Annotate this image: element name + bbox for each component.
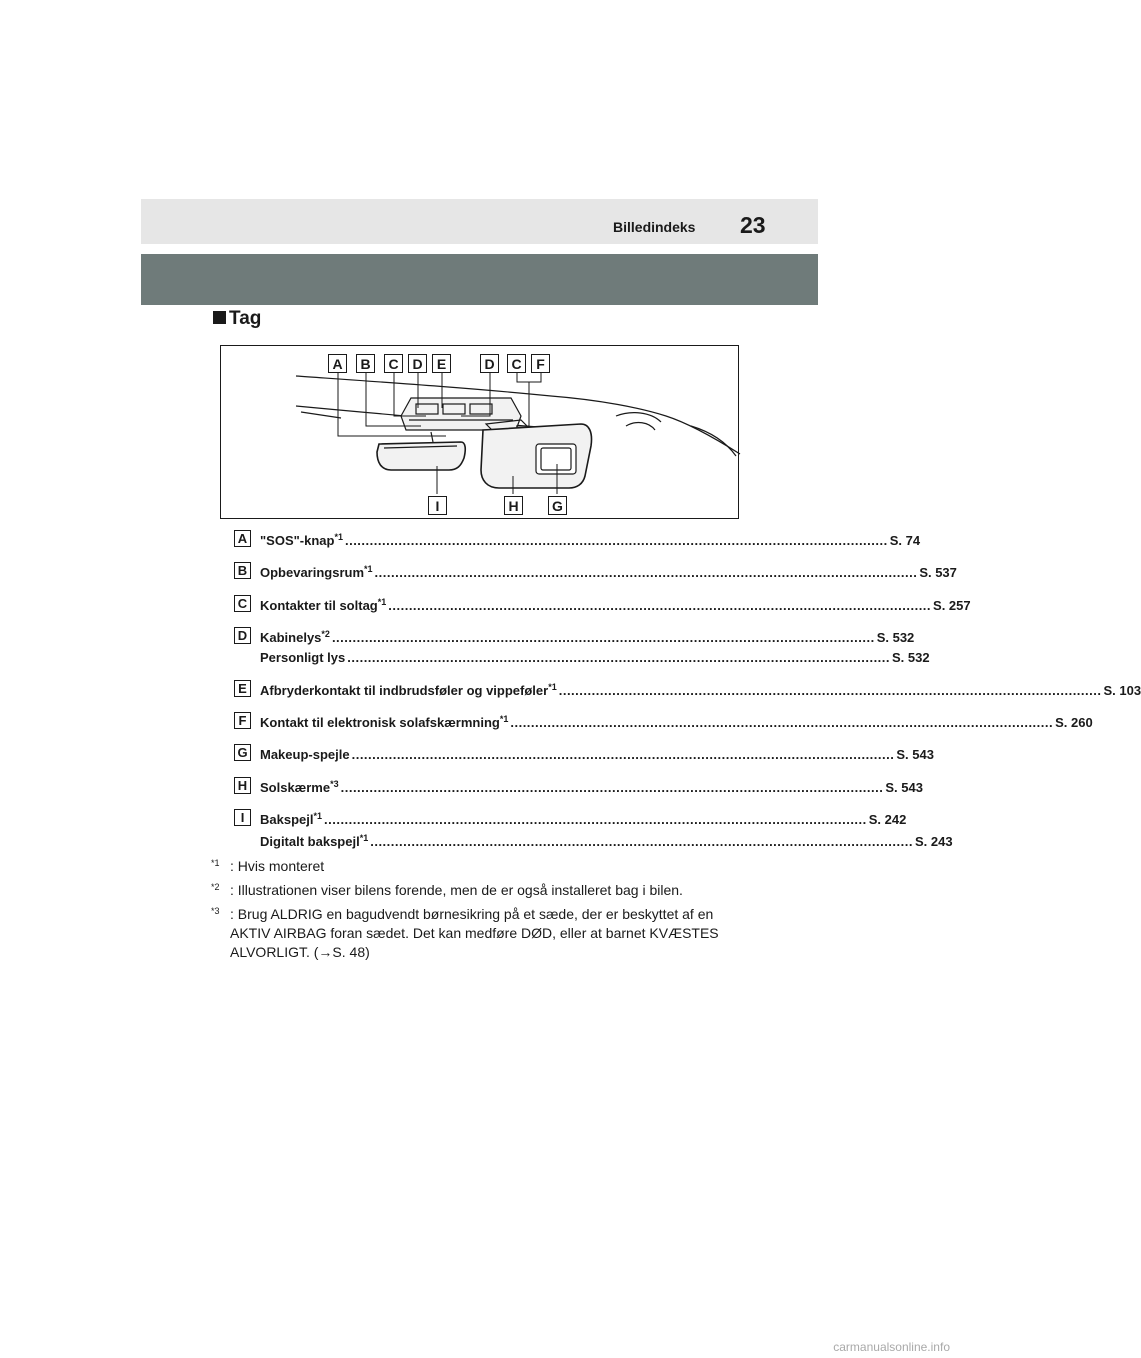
entry-page[interactable]: S. 532 [876, 630, 915, 645]
entry-name: Opbevaringsrum$^{*1}$ [260, 564, 373, 580]
footnote-2 [211, 881, 751, 900]
entry-key-h: H [234, 777, 251, 794]
section-heading-text: Tag [229, 308, 262, 329]
leader-dots: .................................................................................................................................... [340, 780, 884, 795]
entry-name: Solskærme$^{*3}$ [260, 779, 339, 795]
index-entry [260, 714, 1093, 732]
footnote-text: : Hvis monteret [230, 858, 325, 874]
figure-label-b: B [356, 354, 375, 373]
entry-key-c: C [234, 595, 251, 612]
index-entry [260, 597, 971, 615]
entry-name: Kontakt til elektronisk solafskærmning$^{*1}$ [260, 714, 509, 730]
entry-page[interactable]: S. 74 [889, 533, 921, 548]
leader-dots: .................................................................................................................................... [331, 630, 875, 645]
leader-dots: .................................................................................................................................... [324, 812, 867, 827]
entry-name: Personligt lys [260, 650, 346, 665]
title-band [141, 254, 818, 305]
index-entry [260, 649, 930, 667]
leader-dots: .................................................................................................................................... [344, 533, 888, 548]
section-heading [213, 308, 261, 330]
entry-page[interactable]: S. 543 [896, 747, 934, 762]
entry-page[interactable]: S. 532 [892, 650, 930, 665]
entry-name: "SOS"-knap$^{*1}$ [260, 532, 343, 548]
footnote-text: : Brug ALDRIG en bagudvendt børnesikring på et sæde, der er beskyttet af en AKTIV AIRBAG foran sædet. Det kan medføre DØD, eller at barnet KVÆSTES ALVORLIGT. (→S. 48) [230, 906, 719, 960]
leader-dots: .................................................................................................................................... [558, 683, 1102, 698]
index-entry [260, 682, 1141, 700]
footnote-mark: *3 [211, 906, 220, 916]
entry-key-a: A [234, 530, 251, 547]
index-entry [260, 779, 923, 797]
footnote-mark: *1 [211, 858, 220, 868]
page-number: 23 [740, 212, 766, 238]
leader-dots: .................................................................................................................................... [510, 715, 1054, 730]
watermark: carmanualsonline.info [833, 1340, 950, 1354]
entry-page[interactable]: S. 103 [1103, 683, 1141, 698]
figure-label-h: H [504, 496, 523, 515]
entry-name: Bakspejl$^{*1}$ [260, 811, 322, 827]
entry-key-e: E [234, 680, 251, 697]
leader-dots: .................................................................................................................................... [374, 565, 918, 580]
index-entry [260, 811, 907, 829]
entry-name: Makeup-spejle [260, 747, 350, 762]
entry-page[interactable]: S. 543 [885, 780, 923, 795]
entry-page[interactable]: S. 537 [919, 565, 957, 580]
square-bullet-icon [213, 311, 226, 324]
index-entry [260, 564, 957, 582]
header-band [141, 199, 818, 244]
entry-page[interactable]: S. 257 [933, 598, 971, 613]
leader-dots: .................................................................................................................................... [388, 598, 932, 613]
index-entry [260, 746, 934, 764]
index-entry [260, 629, 915, 647]
entry-key-g: G [234, 744, 251, 761]
entry-key-f: F [234, 712, 251, 729]
header-title: Billedindeks [613, 219, 696, 235]
entry-page[interactable]: S. 242 [868, 812, 907, 827]
figure-label-d-2: D [480, 354, 499, 373]
entry-name: Kabinelys$^{*2}$ [260, 629, 330, 645]
figure-label-c: C [384, 354, 403, 373]
figure-label-e: E [432, 354, 451, 373]
figure-label-a: A [328, 354, 347, 373]
roof-illustration [220, 345, 739, 519]
figure-label-f: F [531, 354, 550, 373]
entry-page[interactable]: S. 260 [1055, 715, 1093, 730]
footnote-1 [211, 857, 751, 876]
entry-name: Digitalt bakspejl$^{*1}$ [260, 833, 369, 849]
footnote-text: : Illustrationen viser bilens forende, men de er også installeret bag i bilen. [230, 882, 683, 898]
entry-page[interactable]: S. 243 [914, 834, 953, 849]
entry-name: Kontakter til soltag$^{*1}$ [260, 597, 387, 613]
footnote-mark: *2 [211, 882, 220, 892]
entry-key-i: I [234, 809, 251, 826]
leader-dots: .................................................................................................................................... [351, 747, 895, 762]
entry-key-d: D [234, 627, 251, 644]
entry-name: Afbryderkontakt til indbrudsføler og vippeføler$^{*1}$ [260, 682, 557, 698]
figure-label-g: G [548, 496, 567, 515]
footnote-3 [211, 905, 751, 962]
index-entry [260, 833, 953, 851]
entry-key-b: B [234, 562, 251, 579]
leader-dots: .................................................................................................................................... [347, 650, 891, 665]
figure-label-i: I [428, 496, 447, 515]
index-entry [260, 532, 921, 550]
figure-label-c-2: C [507, 354, 526, 373]
leader-dots: .................................................................................................................................... [370, 834, 913, 849]
figure-label-d: D [408, 354, 427, 373]
